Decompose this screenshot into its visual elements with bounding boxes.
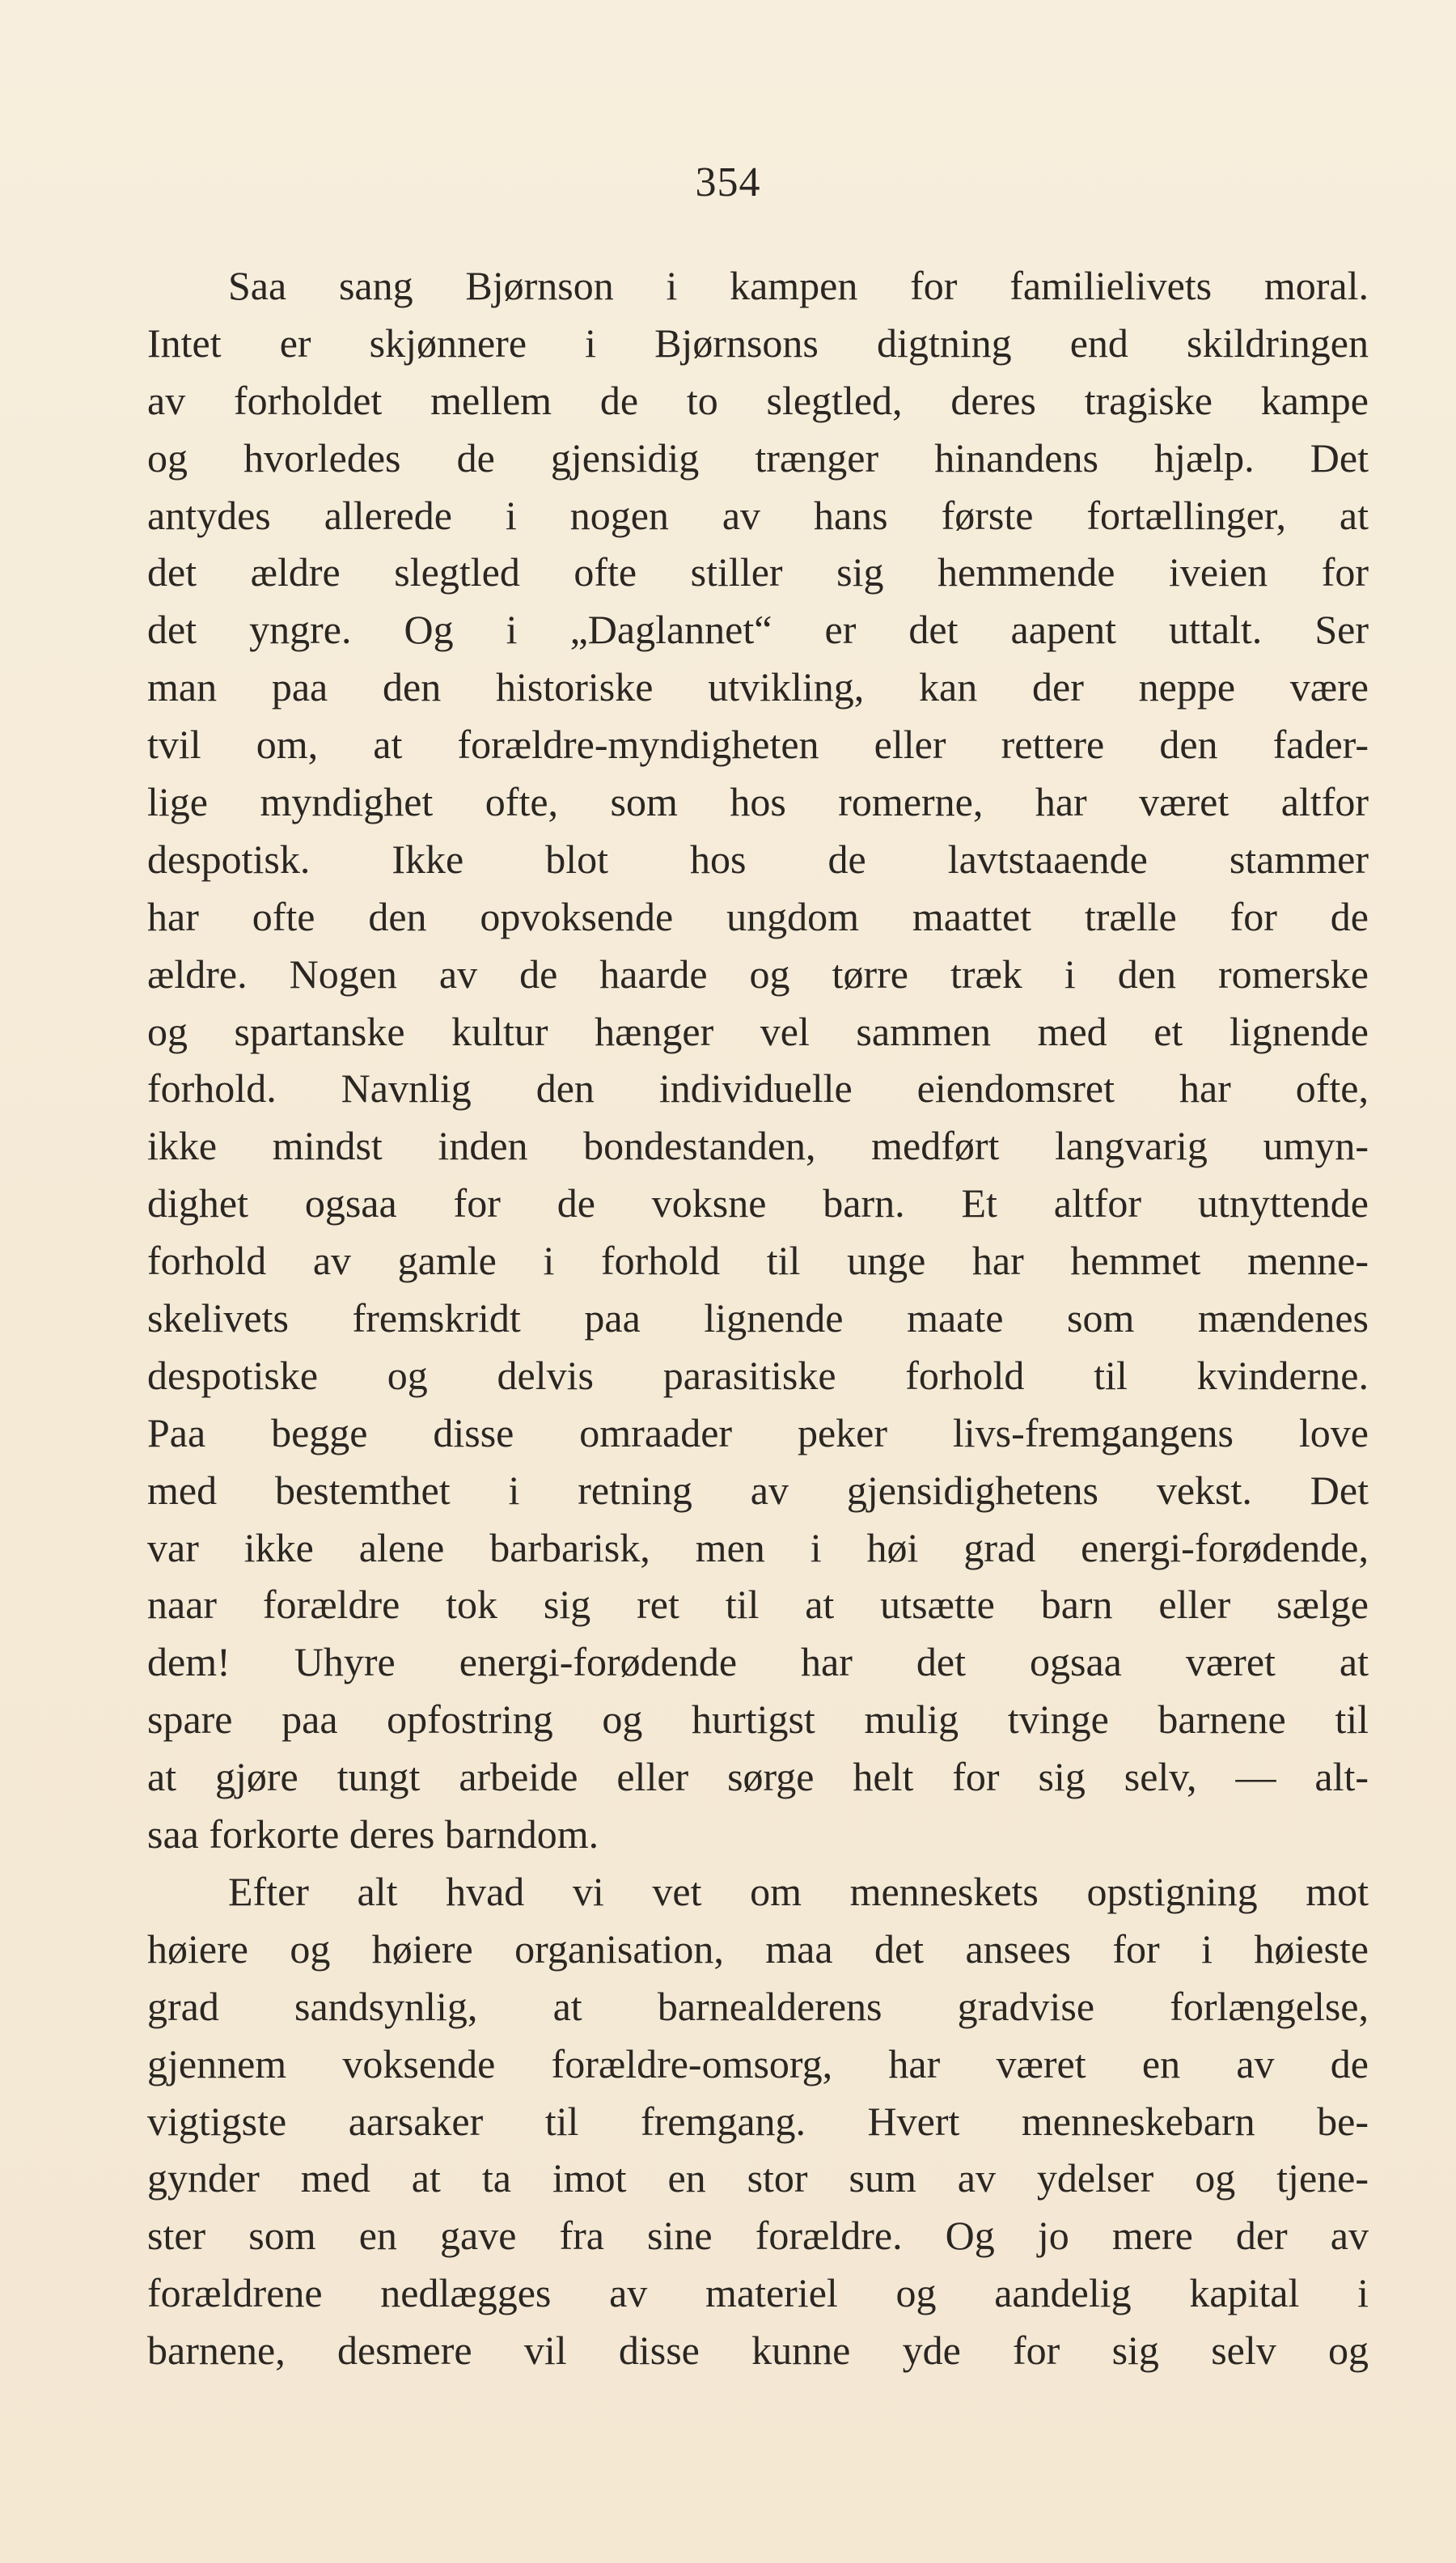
text-line: ikke mindst inden bondestanden, medført langvarig umyn- — [147, 1123, 1369, 1169]
text-line: Saa sang Bjørnson i kampen for familielivets moral. — [228, 263, 1369, 308]
text-line: og hvorledes de gjensidig trænger hinandens hjælp. Det — [147, 434, 1369, 481]
text-line: var ikke alene barbarisk, men i høi grad energi-forødende, — [147, 1524, 1369, 1570]
text-line: barnene, desmere vil disse kunne yde for sig selv og — [147, 2328, 1369, 2374]
text-line: Intet er skjønnere i Bjørnsons digtning end skildringen — [147, 320, 1369, 366]
text-line: har ofte den opvoksende ungdom maattet trælle for de — [147, 893, 1369, 939]
text-line: dighet ogsaa for de voksne barn. Et altfor utnyttende — [147, 1180, 1369, 1226]
text-line: vigtigste aarsaker til fremgang. Hvert menneskebarn be- — [147, 2098, 1369, 2144]
text-line: ster som en gave fra sine forældre. Og jo mere der av — [147, 2213, 1369, 2259]
text-line: lige myndighet ofte, som hos romerne, har været altfor — [147, 779, 1369, 825]
text-line: despotiske og delvis parasitiske forhold til kvinderne. — [147, 1352, 1369, 1398]
text-line: forhold av gamle i forhold til unge har hemmet menne- — [147, 1238, 1369, 1284]
text-line: og spartanske kultur hænger vel sammen med et lignende — [147, 1008, 1369, 1054]
text-line: av forholdet mellem de to slegtled, deres tragiske kampe — [147, 377, 1369, 423]
text-line: forældrene nedlægges av materiel og aandelig kapital i — [147, 2270, 1369, 2316]
body-text — [147, 257, 1369, 2379]
text-line: med bestemthet i retning av gjensidighetens vekst. Det — [147, 1467, 1369, 1513]
text-line: spare paa opfostring og hurtigst mulig tvinge barnene til — [147, 1697, 1369, 1743]
text-line: gjennem voksende forældre-omsorg, har været en av de — [147, 2040, 1369, 2086]
text-line: antydes allerede i nogen av hans første fortællinger, at — [147, 492, 1369, 538]
text-line: grad sandsynlig, at barnealderens gradvise forlængelse, — [147, 1983, 1369, 2029]
text-line: det yngre. Og i „Daglannet“ er det aapent uttalt. Ser — [147, 607, 1369, 653]
text-line: saa forkorte deres barndom. — [147, 1811, 599, 1858]
text-line: despotisk. Ikke blot hos de lavtstaaende stammer — [147, 836, 1369, 882]
page-number: 354 — [695, 159, 761, 205]
text-line: gynder med at ta imot en stor sum av ydelser og tjene- — [147, 2155, 1369, 2201]
text-line: Paa begge disse omraader peker livs-fremgangens love — [147, 1409, 1369, 1455]
text-line: forhold. Navnlig den individuelle eiendomsret har ofte, — [147, 1065, 1369, 1112]
text-line: dem! Uhyre energi-forødende har det ogsaa været at — [147, 1639, 1369, 1685]
text-line: ældre. Nogen av de haarde og tørre træk i den romerske — [147, 951, 1369, 997]
text-line: man paa den historiske utvikling, kan der neppe være — [147, 664, 1369, 710]
text-line: at gjøre tungt arbeide eller sørge helt for sig selv, — alt- — [147, 1754, 1369, 1800]
text-line: skelivets fremskridt paa lignende maate som mændenes — [147, 1295, 1369, 1341]
text-line: Efter alt hvad vi vet om menneskets opstigning mot — [228, 1868, 1369, 1914]
text-line: tvil om, at forældre-myndigheten eller rettere den fader- — [147, 722, 1369, 768]
text-line: naar forældre tok sig ret til at utsætte barn eller sælge — [147, 1582, 1369, 1628]
text-line: høiere og høiere organisation, maa det ansees for i høieste — [147, 1925, 1369, 1972]
text-line: det ældre slegtled ofte stiller sig hemmende iveien for — [147, 549, 1369, 595]
